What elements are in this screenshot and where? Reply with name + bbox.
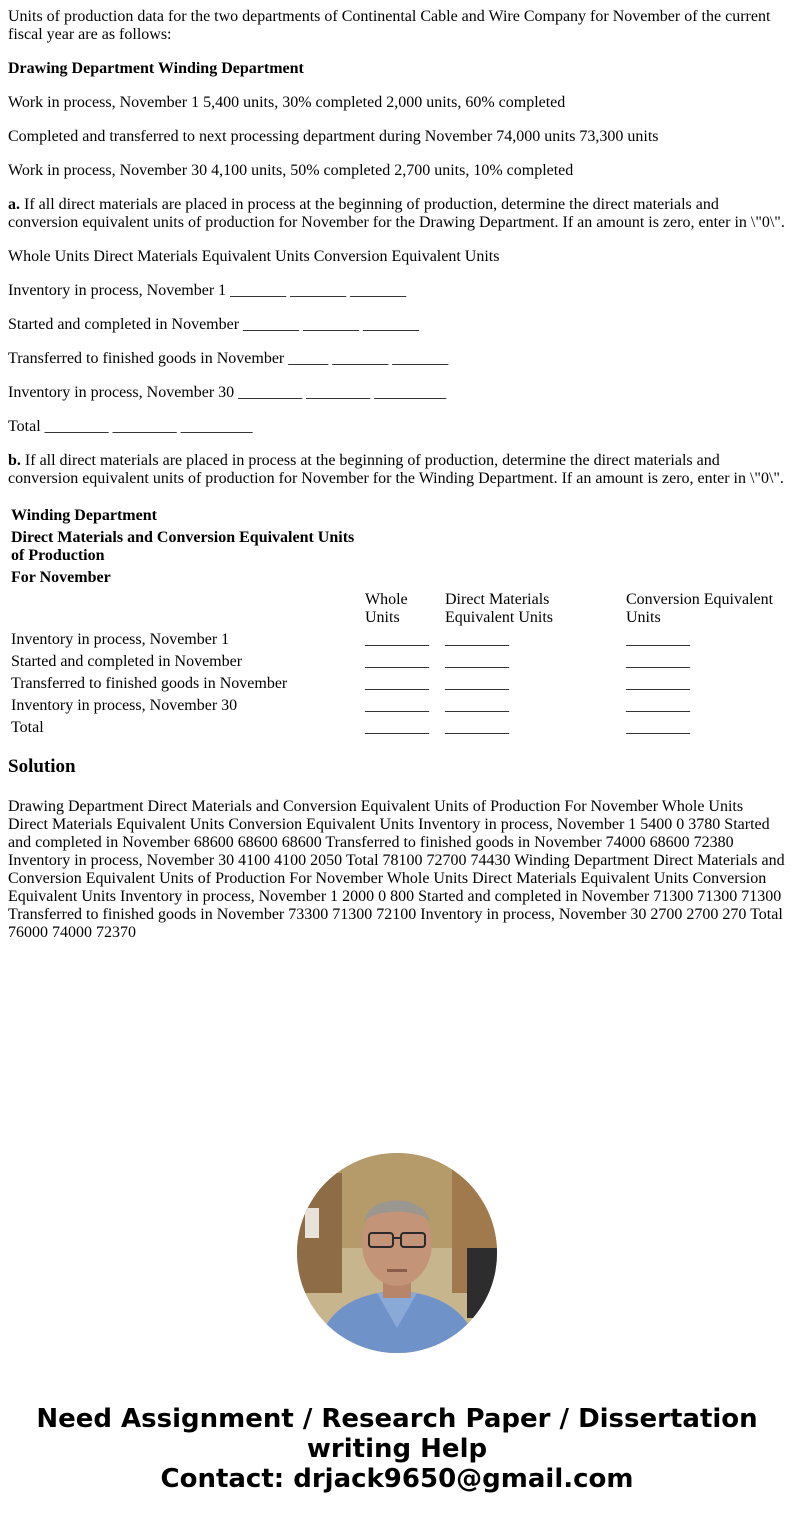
part-a-question <box>8 196 786 232</box>
row-label: Transferred to finished goods in November <box>11 675 288 692</box>
part-a-row: Started and completed in November _______ _______ _______ <box>8 316 420 333</box>
solution-heading: Solution <box>8 756 76 777</box>
answer-blank[interactable]: ________ <box>626 631 690 648</box>
part-b-text: If all direct materials are placed in process at the beginning of production, determine the direct materials and conversion equivalent units of production for November for the Winding Department. If an amount is zero, enter in \"0\". <box>8 452 784 487</box>
answer-blank[interactable]: ________ <box>445 653 509 670</box>
row-label: Inventory in process, November 1 <box>11 631 230 648</box>
avatar-portrait-image <box>297 1153 497 1353</box>
table-period: For November <box>11 569 111 586</box>
table-row <box>10 674 784 694</box>
footer-banner <box>0 1404 794 1494</box>
table-row <box>10 630 784 650</box>
data-line-transferred: Completed and transferred to next processing department during November 74,000 units 73,300 units <box>8 128 659 145</box>
answer-blank[interactable]: ________ <box>365 719 429 736</box>
part-a-label: a. <box>8 196 20 213</box>
row-label: Total <box>11 719 44 736</box>
table-title-row <box>10 568 784 588</box>
table-title: Winding Department <box>11 507 157 524</box>
data-line-wip-nov30: Work in process, November 30 4,100 units, 50% completed 2,700 units, 10% completed <box>8 162 574 179</box>
answer-blank[interactable]: ________ <box>365 653 429 670</box>
table-title-row <box>10 506 784 526</box>
answer-blank[interactable]: ________ <box>445 631 509 648</box>
answer-blank[interactable]: ________ <box>445 697 509 714</box>
column-header-dm-equivalent-units: Direct Materials Equivalent Units <box>445 591 553 626</box>
part-a-row: Total ________ ________ _________ <box>8 418 253 435</box>
footer-line: writing Help <box>306 1434 488 1464</box>
footer-contact[interactable]: Contact: drjack9650@gmail.com <box>160 1464 634 1494</box>
table-row <box>10 652 784 672</box>
answer-blank[interactable]: ________ <box>365 675 429 692</box>
part-b-question <box>8 452 786 488</box>
author-avatar <box>297 1153 497 1353</box>
part-a-text: If all direct materials are placed in process at the beginning of production, determine the direct materials and conversion equivalent units of production for November for the Drawing Department. If an amount is zero, enter in \"0\". <box>8 196 785 231</box>
part-b-label: b. <box>8 452 21 469</box>
answer-blank[interactable]: ________ <box>626 697 690 714</box>
column-header-conversion-equivalent-units: Conversion Equivalent Units <box>626 591 774 626</box>
table-title-row <box>10 528 784 566</box>
answer-blank[interactable]: ________ <box>445 719 509 736</box>
answer-blank[interactable]: ________ <box>365 631 429 648</box>
answer-blank[interactable]: ________ <box>626 675 690 692</box>
table-row <box>10 718 784 738</box>
solution-text: Drawing Department Direct Materials and Conversion Equivalent Units of Production For November Whole Units Direct Materials Equivalent Units Conversion Equivalent Units Inventory in process, November 1 5400 0 3780 Started and completed in November 68600 68600 68600 Transferred to finished goods in November 74000 68600 72380 Inventory in process, November 30 4100 4100 2050 Total 78100 72700 74430 Winding Department Direct Materials and Conversion Equivalent Units of Production For November Whole Units Direct Materials Equivalent Units Conversion Equivalent Units Inventory in process, November 1 2000 0 800 Started and completed in November 71300 71300 71300 Transferred to finished goods in November 73300 71300 72100 Inventory in process, November 30 2700 2700 270 Total 76000 74000 72370 <box>8 798 785 941</box>
part-a-row: Inventory in process, November 30 ________ ________ _________ <box>8 384 447 401</box>
row-label: Inventory in process, November 30 <box>11 697 238 714</box>
answer-blank[interactable]: ________ <box>365 697 429 714</box>
data-line-wip-nov1: Work in process, November 1 5,400 units, 30% completed 2,000 units, 60% completed <box>8 94 566 111</box>
answer-blank[interactable]: ________ <box>626 719 690 736</box>
footer-line: Need Assignment / Research Paper / Dissertation <box>36 1404 758 1434</box>
winding-department-table <box>8 504 786 740</box>
answer-blank[interactable]: ________ <box>626 653 690 670</box>
table-header-row <box>10 590 784 628</box>
row-label: Started and completed in November <box>11 653 243 670</box>
intro-paragraph: Units of production data for the two departments of Continental Cable and Wire Company for November of the current fiscal year are as follows: <box>8 8 771 43</box>
part-a-row: Transferred to finished goods in November _____ _______ _______ <box>8 350 449 367</box>
column-header-whole-units: Whole Units <box>365 591 408 626</box>
department-header: Drawing Department Winding Department <box>8 60 304 77</box>
table-subtitle: Direct Materials and Conversion Equivalent Units of Production <box>11 529 355 564</box>
answer-blank[interactable]: ________ <box>445 675 509 692</box>
part-a-header-line: Whole Units Direct Materials Equivalent Units Conversion Equivalent Units <box>8 248 500 265</box>
part-a-row: Inventory in process, November 1 _______ _______ _______ <box>8 282 407 299</box>
table-row <box>10 696 784 716</box>
